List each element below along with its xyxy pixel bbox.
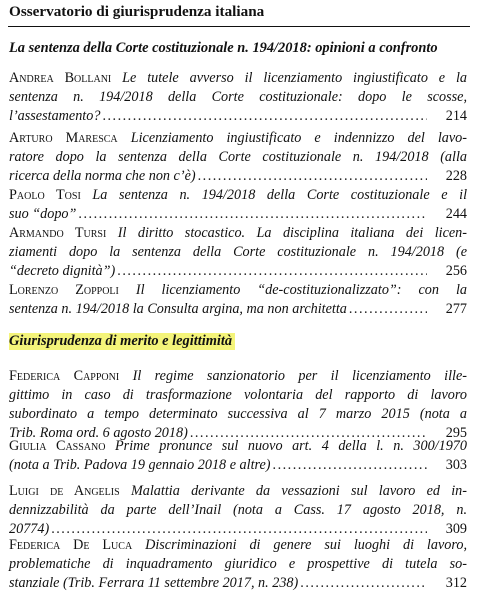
- page-title: Osservatorio di giurisprudenza italiana: [9, 3, 265, 20]
- entry-title-line: Licenziamento ingiustificato e indennizzo del lavo-: [130, 130, 468, 146]
- entry-author: Armando Tursi: [9, 225, 107, 241]
- entry-line: [9, 437, 467, 456]
- entry-title-line: ricerca della norma che non c’è): [9, 168, 196, 184]
- entry-page-number: 256: [445, 263, 467, 279]
- toc-entry: [9, 536, 467, 593]
- toc-entry: [9, 482, 467, 539]
- toc-entry: [9, 69, 467, 126]
- entry-last-text: [9, 205, 76, 224]
- toc-entry: [9, 129, 467, 186]
- entry-line: [9, 482, 467, 501]
- entry-last-text: [9, 167, 196, 186]
- entry-author: Federica Capponi: [9, 368, 120, 384]
- leader-dots: [78, 205, 427, 224]
- entry-title-line: sentenza n. 194/2018 della Corte costituzionale: dopo le scosse,: [9, 89, 467, 105]
- entry-title-line: Prime pronunce sul nuovo art. 4 della l. n. 300/1970: [115, 438, 467, 454]
- entry-line: [9, 281, 467, 300]
- entry-last-text: [9, 107, 100, 126]
- entry-line: [9, 148, 467, 167]
- entry-page-number: 295: [445, 425, 467, 441]
- entry-author: Lorenzo Zoppoli: [9, 282, 119, 298]
- entry-last-line: [9, 262, 467, 281]
- leader-dots: [198, 167, 427, 186]
- entry-line: [9, 88, 467, 107]
- entry-author: Giulia Cassano: [9, 438, 106, 454]
- entry-title-line: La sentenza n. 194/2018 della Corte costituzionale e il: [92, 187, 468, 203]
- entry-title-line: 20774): [9, 521, 50, 537]
- entry-line: [9, 243, 467, 262]
- entry-page-number: 312: [445, 575, 467, 591]
- entry-line: [9, 386, 467, 405]
- entry-title-line: Discriminazioni di genere sui luoghi di lavoro,: [145, 537, 467, 553]
- entry-last-line: [9, 167, 467, 186]
- entry-title-line: ratore dopo la sentenza della Corte costituzionale n. 194/2018 (alla: [9, 149, 467, 165]
- entry-author: Luigi de Angelis: [9, 483, 120, 499]
- entry-page-number: 303: [445, 457, 467, 473]
- entry-author: Federica De Luca: [9, 537, 133, 553]
- toc-entry: [9, 437, 467, 475]
- leader-dots: [273, 456, 427, 475]
- entry-title-line: dennizzabilità da parte dell’Inail (nota a Cass. 17 agosto 2018, n.: [9, 502, 467, 518]
- entry-title-line: gittimo in caso di trasformazione volontaria del rapporto di lavoro: [9, 387, 467, 403]
- entry-title-line: l’assestamento?: [9, 108, 101, 124]
- entry-author: Arturo Maresca: [9, 130, 118, 146]
- entry-title-line: ziamenti dopo la sentenza della Corte costituzionale n. 194/2018 (e: [9, 244, 467, 260]
- leader-dots: [117, 262, 427, 281]
- entry-title-line: Malattia derivante da vessazioni sul lavoro ed in-: [130, 483, 467, 499]
- leader-dots: [300, 574, 427, 593]
- entry-last-text: [9, 300, 347, 319]
- entry-line: [9, 129, 467, 148]
- entry-page-number: 309: [445, 521, 467, 537]
- toc-entry: [9, 281, 467, 319]
- entry-last-line: [9, 574, 467, 593]
- entry-title-line: Trib. Roma ord. 6 agosto 2018): [9, 425, 188, 441]
- section-title-merito-legittimita: [9, 333, 235, 350]
- leader-dots: [349, 300, 427, 319]
- entry-last-text: [9, 456, 271, 475]
- entry-line: [9, 405, 467, 424]
- entry-line: [9, 367, 467, 386]
- entry-author: Andrea Bollani: [9, 70, 112, 86]
- entry-title-line: “decreto dignità”): [9, 263, 116, 279]
- entry-line: [9, 186, 467, 205]
- section-title-corte-costituzionale: La sentenza della Corte costituzionale n. 194/2018: opinioni a confronto: [9, 40, 438, 56]
- entry-page-number: 277: [445, 301, 467, 317]
- entry-line: [9, 224, 467, 243]
- toc-entry: [9, 224, 467, 281]
- entry-title-line: subordinato a tempo determinato successiva al 7 marzo 2015 (nota a: [9, 406, 467, 422]
- entry-title-line: sentenza n. 194/2018 la Consulta argina, ma non architetta: [9, 301, 347, 317]
- entry-last-text: [9, 262, 115, 281]
- entry-line: [9, 555, 467, 574]
- entry-title-line: Il regime sanzionatorio per il licenziamento ille-: [132, 368, 468, 384]
- entry-line: [9, 69, 467, 88]
- entry-title-line: Il diritto stocastico. La disciplina italiana dei licen-: [117, 225, 468, 241]
- entry-line: [9, 536, 467, 555]
- highlighted-section-title: Giurisprudenza di merito e legittimità: [9, 333, 235, 350]
- entry-last-line: [9, 107, 467, 126]
- toc-entry: [9, 367, 467, 443]
- entry-title-line: Il licenziamento “de-costituzionalizzato”: con la: [135, 282, 468, 298]
- entry-title-line: (nota a Trib. Padova 19 gennaio 2018 e altre): [9, 457, 271, 473]
- entry-title-line: suo “dopo”: [9, 206, 77, 222]
- entry-page-number: 228: [445, 168, 467, 184]
- title-rule: [8, 26, 470, 27]
- leader-dots: [102, 107, 427, 126]
- entry-title-line: problematiche di inquadramento giuridico e prospettive di tutela so-: [9, 556, 467, 572]
- entry-title-line: stanziale (Trib. Ferrara 11 settembre 2017, n. 238): [9, 575, 299, 591]
- entry-last-line: [9, 205, 467, 224]
- entry-last-line: [9, 300, 467, 319]
- entry-author: Paolo Tosi: [9, 187, 81, 203]
- entry-page-number: 214: [445, 108, 467, 124]
- entry-last-text: [9, 574, 298, 593]
- entry-page-number: 244: [445, 206, 467, 222]
- entry-line: [9, 501, 467, 520]
- toc-entry: [9, 186, 467, 224]
- entry-last-line: [9, 456, 467, 475]
- entry-title-line: Le tutele avverso il licenziamento ingiustificato e la: [122, 70, 468, 86]
